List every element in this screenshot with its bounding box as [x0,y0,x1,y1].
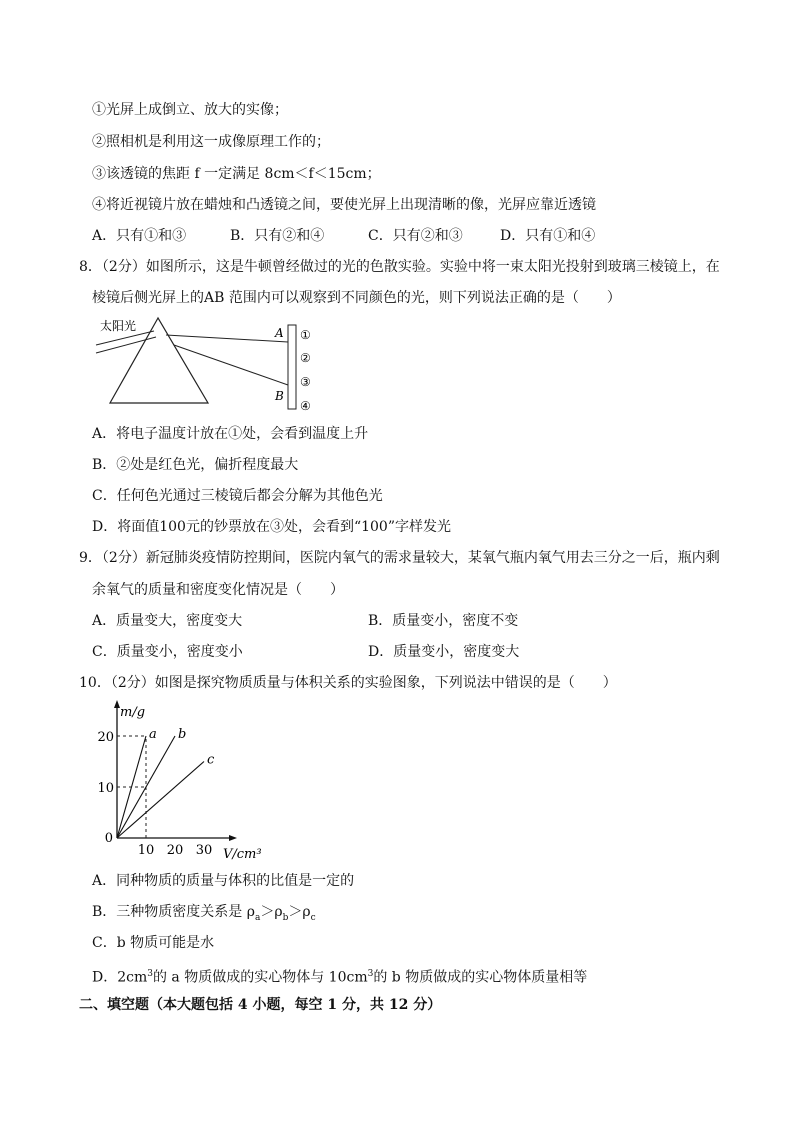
series-label-a: a [149,727,157,742]
rho-a: $\rho_a$ [246,904,261,923]
point-a-label: A [275,326,284,340]
y-tick-label-10: 10 [97,781,114,796]
q10-option-a: A．同种物质的质量与体积的比值是一定的 [92,873,355,889]
y-tick-label-20: 20 [97,730,114,745]
q10-stem: 10．（2分）如图是探究物质质量与体积关系的实验图象，下列说法中错误的是（ ） [79,675,617,691]
q7-option-d: D．只有①和④ [500,228,596,244]
q8-stem-line1: 8．（2分）如图所示，这是牛顿曾经做过的光的色散实验。实验中将一束太阳光投射到玻璃三棱镜上，在 [79,259,720,275]
series-label-b: b [178,727,187,742]
x-tick-label-20: 20 [166,843,184,858]
prism-figure [92,315,332,415]
q9-option-d: D．质量变小，密度变大 [368,644,520,660]
q7-item-1: ①光屏上成倒立、放大的实像； [92,102,288,118]
mark-4: ④ [300,399,311,413]
greater-than-1: ＞ [260,904,275,920]
q9-stem-line1: 9．（2分）新冠肺炎疫情防控期间，医院内氧气的需求量较大，某氧气瓶内氧气用去三分之一后，瓶内剩 [79,550,720,566]
q8-option-c: C．任何色光通过三棱镜后都会分解为其他色光 [92,488,383,504]
section-2-heading: 二、填空题（本大题包括 4 小题，每空 1 分，共 12 分） [79,997,442,1013]
x-tick-label-10: 10 [137,843,155,858]
q8-option-b: B．②处是红色光，偏折程度最大 [92,457,299,473]
q7-option-b: B．只有②和④ [230,228,325,244]
dispersed-ray-bottom [174,345,288,385]
q7-option-c: C．只有②和③ [368,228,463,244]
series-line-c [117,762,204,839]
sunlight-ray-upper [96,331,154,345]
point-b-label: B [275,389,284,403]
q8-option-d: D．将面值100元的钞票放在③处，会看到“100”字样发光 [92,519,451,535]
q8-stem-line2: 棱镜后侧光屏上的AB 范围内可以观察到不同颜色的光，则下列说法正确的是（ ） [92,290,621,306]
rho-c: $\rho_c$ [302,904,316,923]
mass-volume-chart [95,700,275,865]
greater-than-2: ＞ [288,904,303,920]
sunlight-ray-lower [96,337,156,353]
rho-b: $\rho_b$ [274,904,289,923]
q9-option-c: C．质量变小，密度变小 [92,644,243,660]
mark-3: ③ [300,375,311,389]
x-axis-label: V/cm³ [223,847,262,862]
q7-item-3: ③该透镜的焦距 f 一定满足 8cm＜f＜15cm； [92,166,381,182]
light-screen [288,325,296,409]
sunlight-label: 太阳光 [100,319,137,333]
x-tick-label-30: 30 [195,843,213,858]
q9-stem-line2: 余氧气的质量和密度变化情况是（ ） [92,582,344,598]
x-axis-arrow [229,835,237,841]
y-axis-label: m/g [120,705,146,720]
series-label-c: c [207,752,215,768]
mark-2: ② [300,351,311,365]
mark-1: ① [300,328,311,342]
q10-option-c: C．b 物质可能是水 [92,935,215,951]
q7-option-a: A．只有①和③ [92,228,187,244]
q10-option-b [92,902,316,928]
q9-option-b: B．质量变小，密度不变 [368,613,519,629]
origin-label: 0 [104,831,113,846]
q8-option-a: A．将电子温度计放在①处，会看到温度上升 [92,426,369,442]
q10-option-b-text: B．三种物质密度关系是 [92,904,247,920]
q10-option-d: D．$2cm^3$的 a 物质做成的实心物体与 $10cm^3$的 b 物质做成的实心物体质量相等 [92,969,588,986]
q7-item-2: ②照相机是利用这一成像原理工作的； [92,134,330,150]
dispersed-ray-top [166,335,288,342]
q9-option-a: A．质量变大，密度变大 [92,613,243,629]
q7-item-4: ④将近视镜片放在蜡烛和凸透镜之间，要使光屏上出现清晰的像，光屏应靠近透镜 [92,197,596,213]
